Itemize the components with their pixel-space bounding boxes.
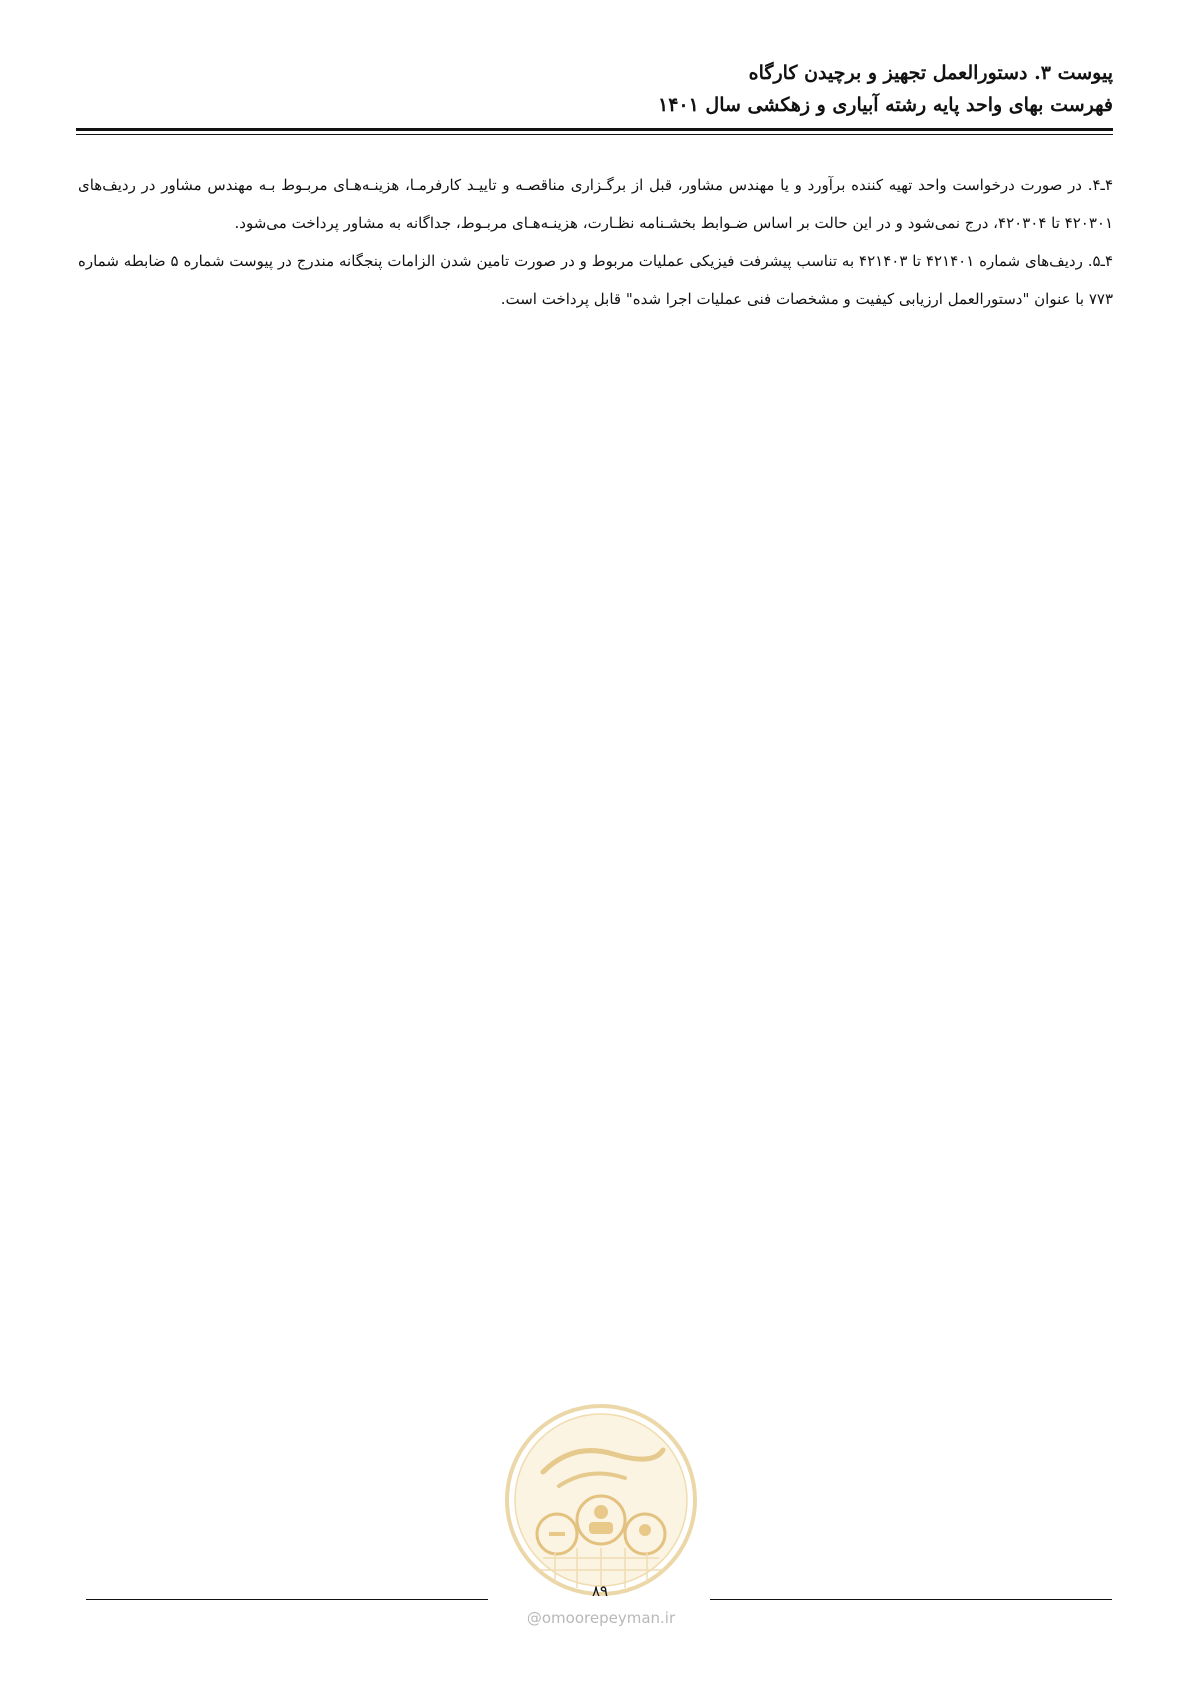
header-appendix-title: پیوست ۳. دستورالعمل تجهیز و برچیدن کارگاه [748, 62, 1113, 84]
header-price-list-title: فهرست بهای واحد پایه رشته آبیاری و زهکشی سال ۱۴۰۱ [657, 94, 1113, 116]
site-url-watermark: @omoorepeyman.ir [526, 1609, 676, 1627]
footer-rule-right [710, 1599, 1112, 1600]
document-body [78, 166, 1113, 318]
paragraph-4-4: ۴ـ۴. در صورت درخواست واحد تهیه کننده برآورد و یا مهندس مشاور، قبل از برگـزاری مناقصـه و تاییـد کارفرمـا، هزینـه‌هـای مربـوط بـه مهندس مشاور در ردیف‌های ۴۲۰۳۰۱ تا ۴۲۰۳۰۴، درج نمی‌شود و در این حالت بر اساس ضـوابط بخشـنامه نظـارت، هزینـه‌هـای مربـوط، جداگانه به مشاور پرداخت می‌شود. [78, 176, 1113, 232]
page-header [78, 58, 1113, 120]
page-number: ۸۹ [591, 1582, 609, 1600]
watermark-logo-icon [503, 1402, 699, 1598]
header-rule-thin [76, 134, 1113, 135]
header-rule-thick [76, 128, 1113, 131]
paragraph-4-5: ۴ـ۵. ردیف‌های شماره ۴۲۱۴۰۱ تا ۴۲۱۴۰۳ به تناسب پیشرفت فیزیکی عملیات مربوط و در صورت تامین شدن الزامات پنجگانه مندرج در پیوست شماره ۵ ضابطه شماره ۷۷۳ با عنوان "دستورالعمل ارزیابی کیفیت و مشخصات فنی عملیات اجرا شده" قابل پرداخت است. [78, 252, 1113, 308]
footer-rule-left [86, 1599, 488, 1600]
